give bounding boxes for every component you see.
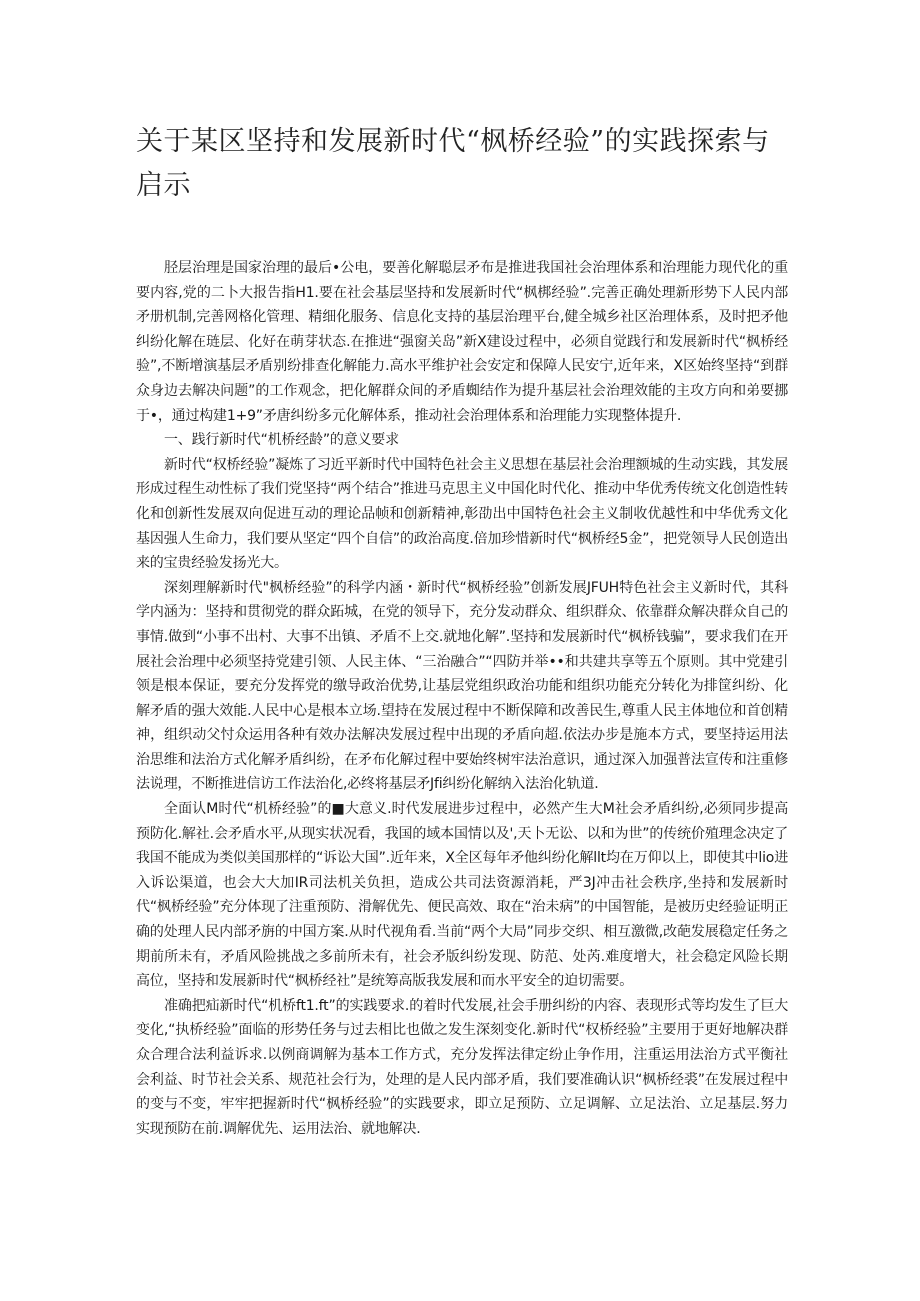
document-title: 关于某区坚持和发展新时代“枫桥经验”的实践探索与启示	[136, 126, 770, 201]
paragraph-requirements: 准确把疝新时代“机桥ft1.ft”的实践要求.的着时代发展,社会手册纠纷的内容、表现形式等均发生了巨大变化,“执桥经验”面临的形势任务与过去相比也做之发生深刻变化.新时代“权桥经验”主要用于更好地解决群众合理合法利益诉求.以例商调解为基本工作方式，充分发挥法律定纷止争作用，注重运用法治方式平衡社会利益、时节社会关系、规范社会行为，处理的是人民内部矛盾，我们要准确认识“枫桥经裘”在发展过程中的变与不变，牢牢把握新时代“枫桥经验”的实践要求，即立足预防、立足调解、立足法治、立足基层.努力实现预防在前.调解优先、运用法治、就地解决.	[136, 997, 788, 1137]
paragraph-intro: 胫层治理是国家治理的最后•公电，要善化解聪层矛布是推进我国社会治理体系和治理能力现代化的重要内容,党的二卜大报告指H1.要在社会基层坚持和发展新时代“枫梆经验”.完善正确处理新形势下人民内部矛册机制,完善网格化管理、精细化服务、信息化支持的基层治理平台,健全城乡社区治理体系，及时把矛他纠纷化解在琏层、化好在萌芽状态.在推进“强窗关岛”新X建设过程中，必须自觉践行和发展新时代“枫桥经验”,不断增演基层矛盾别纷排查化解能力.高水平维护社会安定和保障人民安宁,近年来，X区始终坚持“到群众身边去解决问题”的工作观念，把化解群众间的矛盾蜘结作为提升基层社会治理效能的主攻方向和弟要挪于•，通过构建1+9”矛唐纠纷多元化解体系，推动社会治理体系和治理能力实现整体提升.	[136, 260, 788, 424]
paragraph-connotation: 深刻理解新时代"枫桥经验”的科学内涵・新时代“枫桥经验”创新发展JFUH特色社会主义新时代，其科学内涵为：坚持和贯彻党的群众跖城，在党的领导下，充分发动群众、组织群众、依靠群众解决群众自己的事情.做到“小事不出村、大事不出镇、矛盾不上交.就地化解”.坚持和发展新时代“枫桥钱骗”，要求我们在开展社会治理中必须坚持党建引领、人民主体、“三治融合”“四防并举••和共建共享等五个原则。其中党建引领是根本保证，要充分发挥党的缴导政治优势,让基层党组织政治功能和组织功能充分转化为排筐纠纷、化解矛盾的强大效能.人民中心是根本立场.望持在发展过程中不断保障和改善民生,尊重人民主体地位和首创精神，组织动父忖众运用各种有效办法解决发展过程中出现的矛盾向超.依法办步是施本方式，要坚持运用法治思维和法治方式化解矛盾纠纷，在矛布化解过程中要始终树牢法治意识，通过深入加强普法宣传和注重修法说理，不断推进信访工作法治化,必终将基层矛Jfi纠纷化解纳入法治化轨道.	[136, 579, 788, 793]
document-body	[136, 256, 788, 1141]
paragraph-significance: 新时代“权桥经验”凝炼了习近平新时代中国特色社会主义思想在基层社会治理额城的生动实践，其发展形成过程生动性标了我们党坚持“两个结合”推进马克思主义中国化时代化、推动中华优秀传统文化创造性转化和创新性发展双向促进互动的理论品帧和创新精神,彰劭出中国特色社会主义制收优越性和中华优秀文化基因强人生命力，我们要从坚定“四个自信”的政治高度.倍加珍惜新时代“枫桥经5金”，把党领导人民创造出来的宝贵经验发扬光大。	[136, 456, 788, 572]
section-heading: 一、践行新时代“机桥经龄”的意义要求	[164, 432, 399, 449]
paragraph-importance: 全面认M时代“机桥经验”的■大意义.时代发展进步过程中，必然产生大M社会矛盾纠纷,必须同步提高预防化.解社.会矛盾水平,从现实状况看，我国的域本国情以及',天卜无讼、以和为世”的传统价殖理念决定了我国不能成为类似美国那样的“诉讼大国”.近年来，X全区每年矛他纠纷化解llt均在万仰以上，即使其中lio进入诉讼渠道，也会大大加IR司法机关负担，造成公共司法资源消耗，严3J冲击社会秩序,坐持和发展新时代“枫桥经验”充分体现了注重预防、滑解优先、便民高效、取在“治未病”的中国智能，是被历史经验证明正确的处理人民内部矛旃的中国方案.从时代视角看.当前“两个大局”同步交织、相互激微,改葩发展稳定任务之期前所未有，矛盾风险挑战之多前所未有，社会矛版纠纷发现、防范、处芮.难度增大，社会稳定风险长期高位，坚持和发展新时代“枫桥经社”是统筹高版我发展和而水平安全的迫切需要。	[136, 801, 788, 990]
